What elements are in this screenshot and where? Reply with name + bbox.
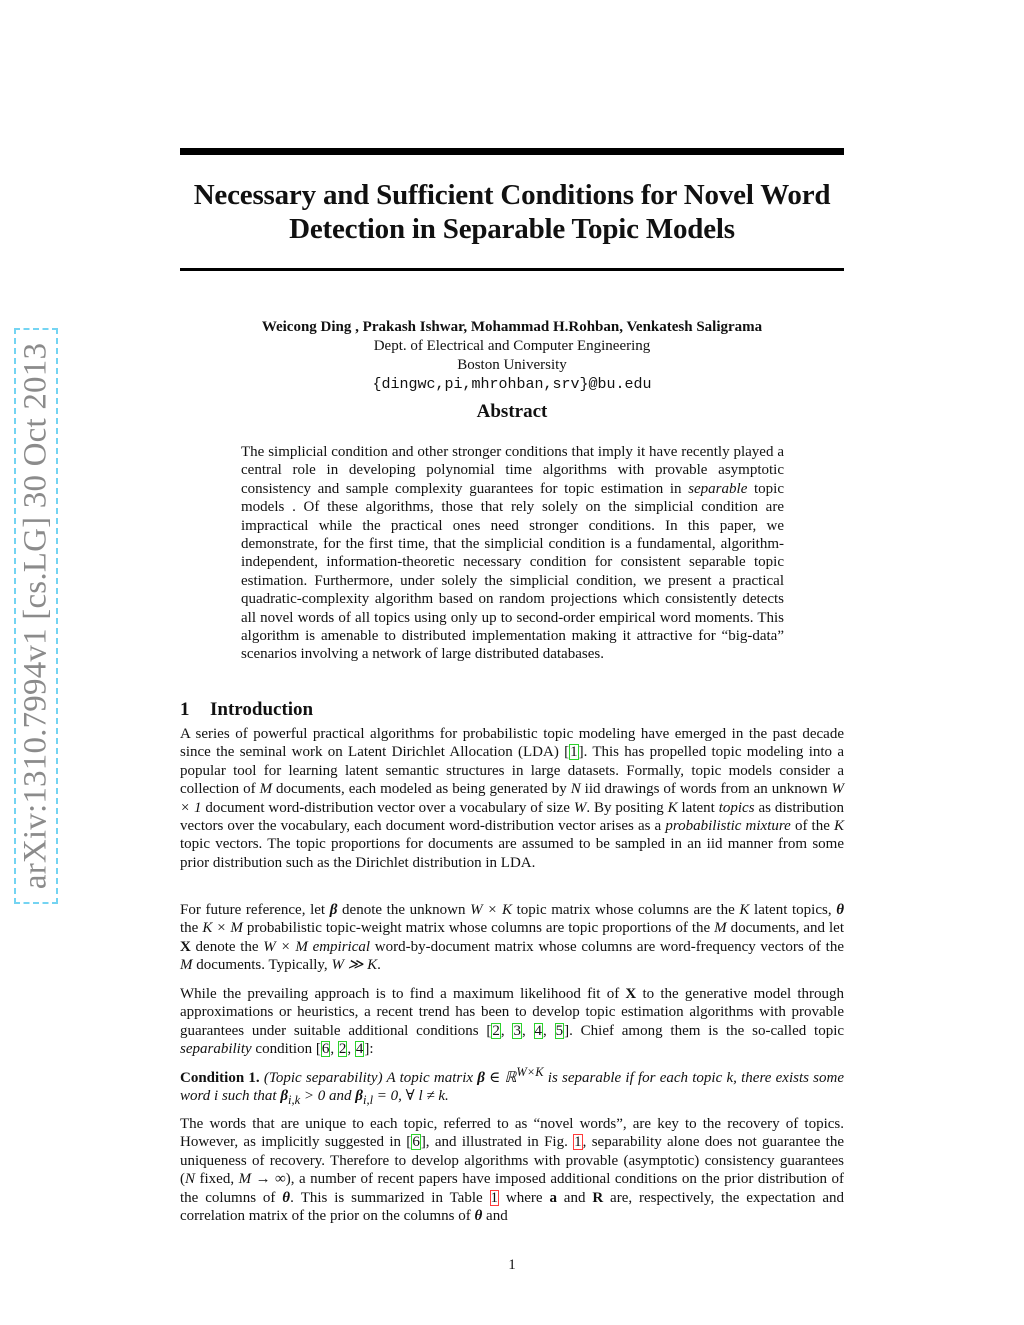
intro-paragraph-2: For future reference, let β denote the unknown W × K topic matrix whose columns are the K latent topics, θ the K × M probabilistic topic-weight matrix whose columns are topic proportions of the M documents, and let X denote the W × M empirical word-by-document matrix whose columns are word-frequency vectors of the M documents. Typically, W ≫ K. — [180, 902, 845, 974]
citation-link[interactable]: 2 — [492, 1022, 500, 1039]
abstract-part: topic models . Of these algorithms, those that rely solely on the simplicial condition are impractical while the practical ones need stronger conditions. In this paper, we demonstrate, for the first time, that the simplicial condition is a fundamental, algorithm-independent, information-theoretic necessary condition for consistent separable topic estimation. Furthermore, under solely the simplicial condition, we present a practical quadratic-complexity algorithm based on random projections which consistently detects all novel words of all topics using only up to second-order empirical word moments. This algorithm is amenable to distributed implementation making it attractive for “big-data” scenarios involving a network of large distributed databases. — [241, 480, 784, 663]
affiliation-university: Boston University — [457, 357, 567, 373]
affiliation-dept: Dept. of Electrical and Computer Engineering — [373, 338, 651, 354]
section-title: Introduction — [210, 699, 314, 720]
abstract-emphasis: separable — [688, 480, 748, 497]
arxiv-watermark — [14, 328, 58, 904]
title-rule-top — [180, 148, 844, 155]
citation-link[interactable]: 4 — [534, 1022, 543, 1039]
citation-link[interactable]: 2 — [338, 1041, 347, 1058]
section-heading-introduction — [180, 699, 313, 721]
author-names: Weicong Ding , Prakash Ishwar, Mohammad H.Rohban, Venkatesh Saligrama — [261, 319, 763, 335]
intro-paragraph-4: The words that are unique to each topic, referred to as “novel words”, are key to the recovery of topics. However, as implicitly suggested in [6], and illustrated in Fig. 1, separability alone does not guarantee the uniqueness of recovery. Therefore to develop algorithms with provable (asymptotic) consistency guarantees (N fixed, M → ∞), a number of recent papers have imposed additional conditions on the prior distribution of the columns of θ. This is summarized in Table 1 where a and R are, respectively, the expectation and correlation matrix of the prior on the columns of θ and — [180, 1116, 844, 1225]
paper-title — [180, 178, 844, 246]
citation-link[interactable]: 1 — [570, 744, 578, 761]
condition-1: Condition 1. (Topic separability) A topic matrix β ∈ ℝ$^{W\times K}$ is separable if for each topic k, there exists some word i such that $\beta_{i,k} > 0$ and $\beta_{i,l} = 0$, ∀ l ≠ k. — [180, 1065, 845, 1108]
author-email: {dingwc,pi,mhrohban,srv}@bu.edu — [372, 376, 652, 393]
citation-link[interactable]: 4 — [355, 1041, 364, 1058]
intro-paragraph-1: A series of powerful practical algorithms for probabilistic topic modeling have emerged in the past decade since the seminal work on Latent Dirichlet Allocation (LDA) [1]. This has propelled topic modeling into a popular tool for learning latent semantic structures in large datasets. Formally, topic models consider a collection of M documents, each modeled as being generated by N iid drawings of words from an unknown W × 1 document word-distribution vector over a vocabulary of size W. By positing K latent topics as distribution vectors over the vocabulary, each document word-distribution vector arises as a probabilistic mixture of the K topic vectors. The topic proportions for documents are assumed to be sampled in an iid manner from some prior distribution such as the Dirichlet distribution in LDA. — [180, 726, 845, 871]
figure-ref-link[interactable]: 1 — [574, 1134, 582, 1151]
table-ref-link[interactable]: 1 — [490, 1189, 499, 1206]
abstract-part: The simplicial condition and other stronger conditions that imply it have recently played a central role in developing polynomial time algorithms with provable asymptotic consistency and sample complexity guarantees for topic estimation in — [241, 444, 784, 497]
author-block — [180, 318, 844, 394]
citation-link[interactable]: 3 — [513, 1022, 521, 1039]
condition-label: Condition 1. — [180, 1070, 260, 1086]
title-line-1: Necessary and Sufficient Conditions for Novel Word — [193, 179, 831, 211]
title-line-2: Detection in Separable Topic Models — [289, 213, 735, 245]
arxiv-watermark-text: arXiv:1310.7994v1 [cs.LG] 30 Oct 2013 — [17, 342, 54, 890]
citation-link[interactable]: 6 — [321, 1041, 330, 1058]
citation-link[interactable]: 5 — [555, 1022, 564, 1039]
title-rule-bottom — [180, 268, 844, 271]
abstract-text — [241, 443, 784, 664]
citation-link[interactable]: 6 — [412, 1134, 420, 1151]
intro-paragraph-3: While the prevailing approach is to find a maximum likelihood fit of X to the generative model through approximations or heuristics, a recent trend has been to develop topic estimation algorithms with provable guarantees under suitable additional conditions [2, 3, 4, 5]. Chief among them is the so-called topic separability condition [6, 2, 4]: — [180, 986, 845, 1058]
abstract-heading: Abstract — [476, 401, 548, 422]
page-number: 1 — [508, 1257, 516, 1273]
section-number: 1 — [180, 699, 190, 720]
